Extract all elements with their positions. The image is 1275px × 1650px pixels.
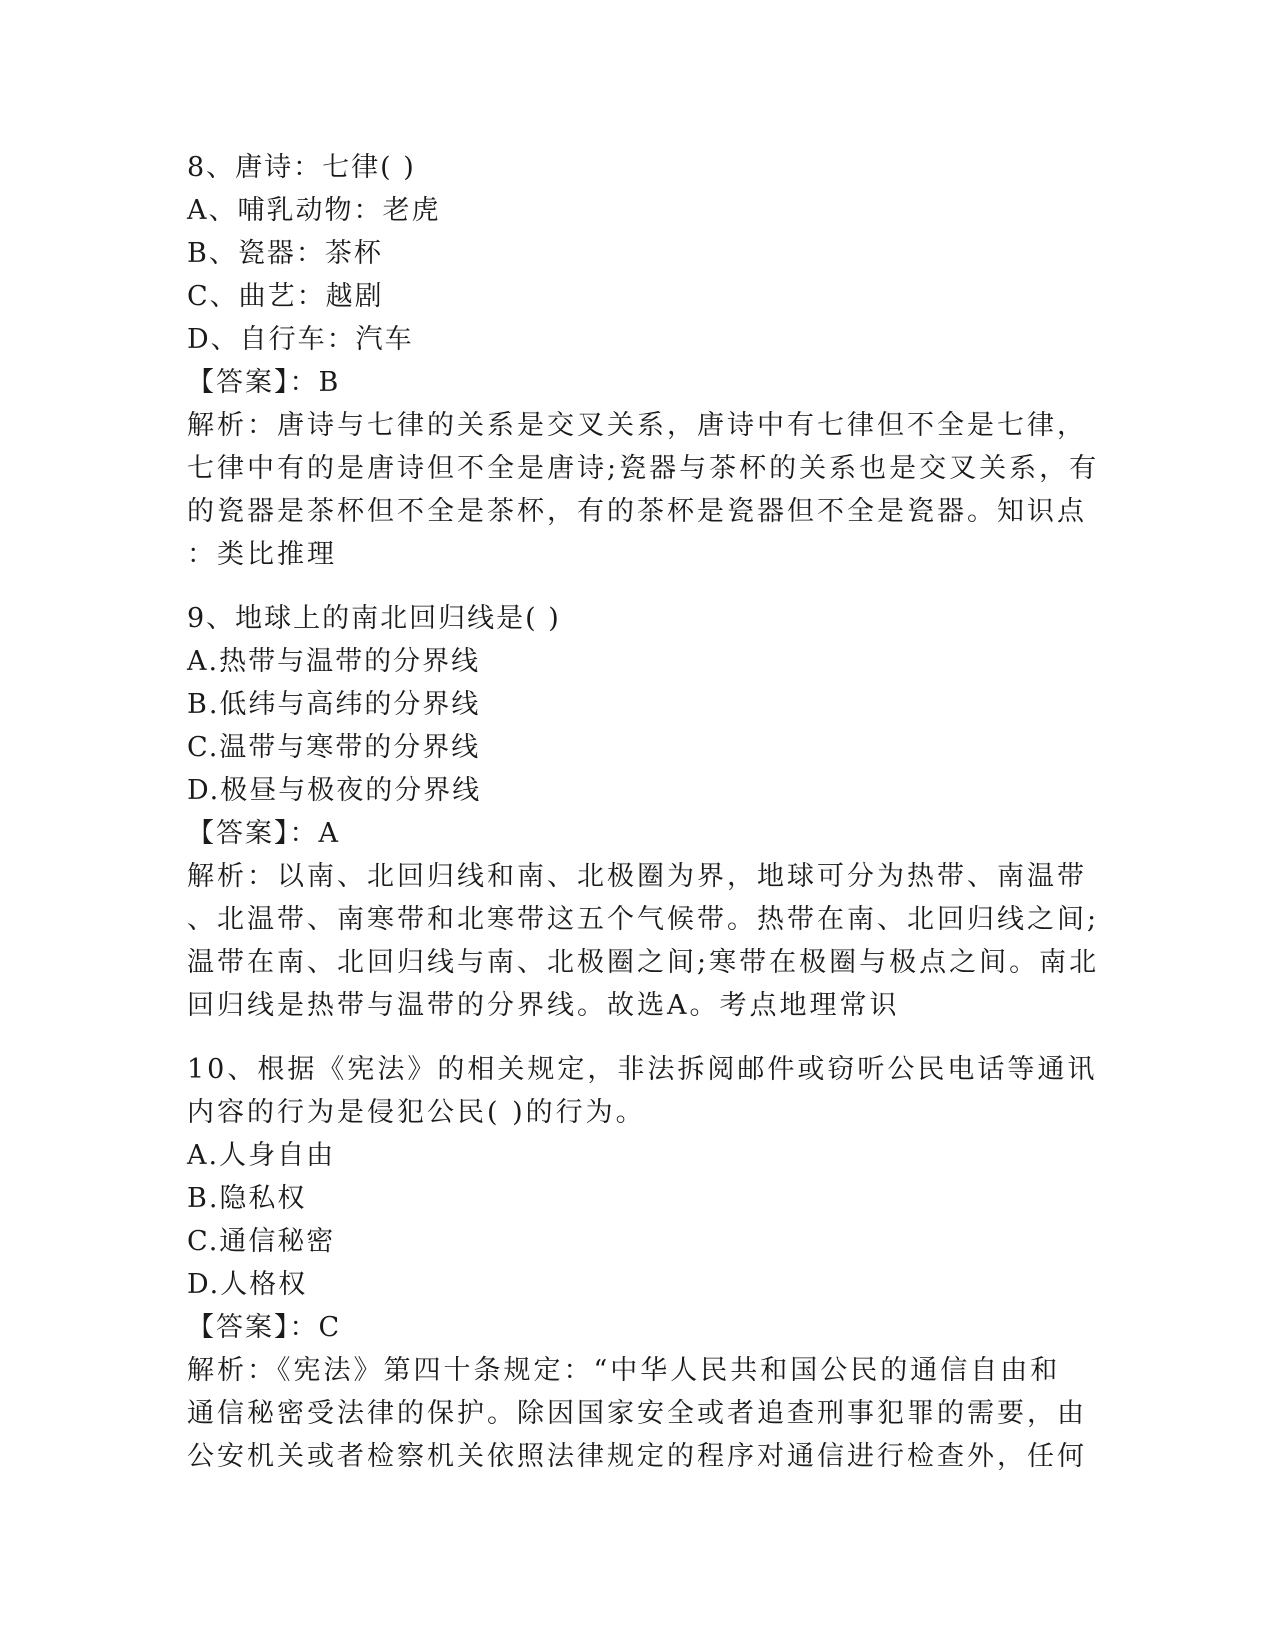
question-block	[187, 597, 1100, 1027]
analysis-line: 、北温带、南寒带和北寒带这五个气候带。热带在南、北回归线之间;	[187, 904, 1100, 935]
option-d: D、自行车：汽车	[187, 324, 414, 355]
question-spacer	[187, 1027, 1087, 1048]
option-c: C.温带与寒带的分界线	[187, 732, 481, 763]
option-d: D.极昼与极夜的分界线	[187, 775, 482, 806]
analysis-line: 公安机关或者检察机关依照法律规定的程序对通信进行检查外，任何	[187, 1441, 1087, 1472]
analysis-line: 的瓷器是茶杯但不全是茶杯，有的茶杯是瓷器但不全是瓷器。知识点	[187, 496, 1087, 527]
analysis-line: 通信秘密受法律的保护。除因国家安全或者追查刑事犯罪的需要，由	[187, 1398, 1087, 1429]
question-stem: 8、唐诗：七律( )	[187, 152, 416, 183]
analysis-paragraph	[187, 404, 1100, 576]
analysis-line: 回归线是热带与温带的分界线。故选A。考点地理常识	[187, 990, 900, 1021]
option-a: A.热带与温带的分界线	[187, 646, 481, 677]
analysis-paragraph	[187, 855, 1100, 1027]
answer-line: 【答案】：A	[187, 818, 340, 849]
question-block	[187, 1048, 1098, 1478]
document-page	[187, 146, 1100, 1478]
question-stem-paragraph	[187, 1048, 1098, 1134]
answer-line: 【答案】：B	[187, 367, 341, 398]
analysis-line: ：类比推理	[187, 539, 337, 570]
option-a: A.人身自由	[187, 1140, 336, 1171]
analysis-paragraph	[187, 1349, 1087, 1478]
option-c: C.通信秘密	[187, 1226, 336, 1257]
question-spacer	[187, 576, 1087, 597]
option-b: B、瓷器：茶杯	[187, 238, 383, 269]
question-stem: 内容的行为是侵犯公民( )的行为。	[187, 1097, 646, 1128]
option-b: B.低纬与高纬的分界线	[187, 689, 481, 720]
answer-line: 【答案】：C	[187, 1312, 342, 1343]
analysis-line: 解析：以南、北回归线和南、北极圈为界，地球可分为热带、南温带	[187, 861, 1087, 892]
question-stem: 10、根据《宪法》的相关规定，非法拆阅邮件或窃听公民电话等通讯	[187, 1054, 1098, 1085]
option-a: A、哺乳动物：老虎	[187, 195, 441, 226]
analysis-line: 七律中有的是唐诗但不全是唐诗;瓷器与茶杯的关系也是交叉关系，有	[187, 453, 1100, 484]
analysis-line: 解析：《宪法》第四十条规定：“中华人民共和国公民的通信自由和	[187, 1355, 1061, 1386]
option-b: B.隐私权	[187, 1183, 307, 1214]
option-c: C、曲艺：越剧	[187, 281, 384, 312]
question-block	[187, 146, 1100, 576]
analysis-line: 解析：唐诗与七律的关系是交叉关系，唐诗中有七律但不全是七律，	[187, 410, 1087, 441]
question-stem: 9、地球上的南北回归线是( )	[187, 603, 561, 634]
option-d: D.人格权	[187, 1269, 308, 1300]
analysis-line: 温带在南、北回归线与南、北极圈之间;寒带在极圈与极点之间。南北	[187, 947, 1100, 978]
